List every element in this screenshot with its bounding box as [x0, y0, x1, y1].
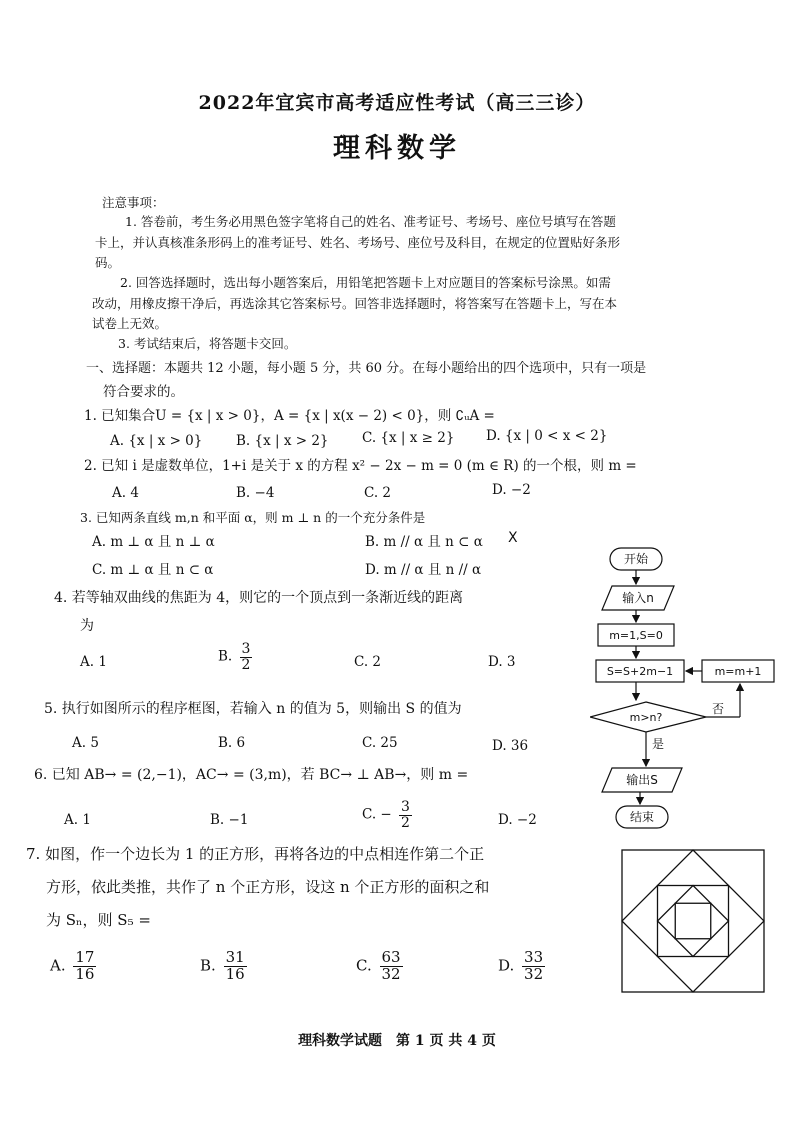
- flow-output-label: 输出S: [626, 773, 658, 787]
- handwritten-mark: X: [508, 530, 518, 546]
- q4-b-numerator: 3: [241, 641, 251, 657]
- q7-d-denominator: 32: [524, 964, 544, 983]
- q7-option-c: [356, 950, 403, 983]
- flow-input-label: 输入n: [622, 591, 654, 605]
- q3-option-a: A. m ⊥ α 且 n ⊥ α: [92, 534, 215, 550]
- q5-stem: 5. 执行如图所示的程序框图，若输入 n 的值为 5，则输出 S 的值为: [44, 701, 462, 717]
- q5-option-c: C. 25: [362, 735, 398, 751]
- q6-c-numerator: 3: [401, 799, 410, 815]
- q6-option-c: [362, 800, 412, 830]
- notice-line-6: 试卷上无效。: [92, 316, 168, 331]
- q5-option-d: D. 36: [492, 738, 529, 754]
- section-heading-cont: 符合要求的。: [103, 384, 184, 400]
- notice-line-4: 2. 回答选择题时，选出每小题答案后，用铅笔把答题卡上对应题目的答案标号涂黑。如需: [120, 275, 611, 290]
- q7-stem-1: 7. 如图，作一个边长为 1 的正方形，再将各边的中点相连作第二个正: [26, 845, 485, 863]
- flow-increment-label: m=m+1: [714, 665, 762, 678]
- q7-a-denominator: 16: [75, 964, 95, 983]
- q1-option-b: B. {x | x > 2}: [236, 433, 329, 449]
- q5-option-a: A. 5: [72, 735, 99, 751]
- flow-start-label: 开始: [623, 552, 649, 566]
- q6-option-c-label: C. −: [362, 806, 392, 823]
- page-footer: 理科数学试题 第 1 页 共 4 页: [298, 1033, 496, 1049]
- q4-stem-cont: 为: [80, 618, 94, 634]
- q1-stem: 1. 已知集合U = {x | x > 0}，A = {x | x(x − 2) < 0}，则 ∁ᵤA =: [84, 408, 495, 424]
- q6-stem: 6. 已知 AB→ = (2,−1)，AC→ = (3,m)，若 BC→ ⊥ AB→，则 m =: [34, 767, 469, 783]
- q7-option-c-fraction: [380, 950, 403, 983]
- q7-option-d: [498, 950, 545, 983]
- q4-option-b-fraction: [240, 642, 253, 672]
- flow-yes-label: 是: [652, 737, 665, 751]
- q2-option-b: B. −4: [236, 485, 275, 501]
- q4-option-b: [218, 642, 252, 672]
- q4-option-c: C. 2: [354, 654, 382, 670]
- q4-option-a: A. 1: [80, 654, 107, 670]
- q4-option-d: D. 3: [488, 654, 516, 670]
- q6-option-d: D. −2: [498, 812, 537, 828]
- q2-stem: 2. 已知 i 是虚数单位，1+i 是关于 x 的方程 x² − 2x − m = 0 (m ∈ R) 的一个根，则 m =: [84, 458, 637, 474]
- q7-option-d-label: D.: [498, 956, 515, 975]
- q7-b-numerator: 31: [225, 948, 245, 966]
- notice-line-3: 码。: [95, 255, 121, 270]
- q7-option-b-label: B.: [200, 956, 216, 975]
- notice-line-2: 卡上，并认真核准条形码上的准考证号、姓名、考场号、座位号及科目，在规定的位置贴好条形: [95, 235, 621, 250]
- q7-d-numerator: 33: [524, 948, 544, 966]
- q7-stem-2: 方形，依此类推，共作了 n 个正方形，设这 n 个正方形的面积之和: [46, 878, 490, 896]
- q7-option-a-label: A.: [50, 956, 66, 975]
- q5-option-b: B. 6: [218, 735, 246, 751]
- notice-line-1: 1. 答卷前，考生务必用黑色签字笔将自己的姓名、准考证号、考场号、座位号填写在答题: [125, 214, 616, 229]
- q2-option-a: A. 4: [112, 485, 139, 501]
- program-flowchart: [590, 540, 780, 830]
- q6-option-a: A. 1: [64, 812, 91, 828]
- notice-line-5: 改动，用橡皮擦干净后，再选涂其它答案标号。回答非选择题时，将答案写在答题卡上，写在本: [92, 296, 618, 311]
- notice-line-7: 3. 考试结束后，将答题卡交回。: [118, 336, 297, 351]
- q4-option-b-label: B.: [218, 648, 233, 665]
- q7-c-denominator: 32: [381, 964, 401, 983]
- q7-option-d-fraction: [522, 950, 545, 983]
- q1-option-d: D. {x | 0 < x < 2}: [486, 428, 608, 444]
- q7-stem-3: 为 Sₙ，则 S₅ =: [46, 911, 151, 929]
- q6-option-b: B. −1: [210, 812, 249, 828]
- subject-title: 理科数学: [333, 133, 461, 164]
- q7-option-a: [50, 950, 96, 983]
- flow-update-label: S=S+2m−1: [606, 665, 674, 678]
- nested-squares-figure: [620, 848, 766, 994]
- q7-option-b-fraction: [224, 950, 247, 983]
- q3-option-c: C. m ⊥ α 且 n ⊂ α: [92, 562, 214, 578]
- exam-title: 2022年宜宾市高考适应性考试（高三三诊）: [198, 92, 596, 114]
- q2-option-c: C. 2: [364, 485, 392, 501]
- flow-end-label: 结束: [629, 810, 655, 824]
- q1-option-a: A. {x | x > 0}: [110, 433, 203, 449]
- q4-b-denominator: 2: [241, 656, 251, 673]
- flow-no-label: 否: [712, 702, 725, 716]
- q7-option-c-label: C.: [356, 956, 372, 975]
- q6-c-denominator: 2: [401, 814, 410, 831]
- q2-option-d: D. −2: [492, 482, 531, 498]
- flow-init-label: m=1,S=0: [609, 629, 663, 642]
- q3-option-d: D. m // α 且 n // α: [365, 562, 482, 578]
- q6-option-c-fraction: [399, 800, 412, 830]
- q3-option-b: B. m // α 且 n ⊂ α: [365, 534, 483, 550]
- q7-b-denominator: 16: [225, 964, 245, 983]
- notice-heading: 注意事项：: [102, 195, 165, 210]
- q4-stem: 4. 若等轴双曲线的焦距为 4，则它的一个顶点到一条渐近线的距离: [54, 590, 464, 606]
- q7-option-b: [200, 950, 247, 983]
- q7-c-numerator: 63: [381, 948, 401, 966]
- q1-option-c: C. {x | x ≥ 2}: [362, 430, 455, 446]
- flow-condition-label: m>n?: [629, 711, 663, 724]
- q7-a-numerator: 17: [75, 948, 95, 966]
- q3-stem: 3. 已知两条直线 m,n 和平面 α，则 m ⊥ n 的一个充分条件是: [80, 510, 426, 525]
- section-heading: 一、选择题：本题共 12 小题，每小题 5 分，共 60 分。在每小题给出的四个选项中，只有一项是: [86, 361, 647, 376]
- q7-option-a-fraction: [73, 950, 96, 983]
